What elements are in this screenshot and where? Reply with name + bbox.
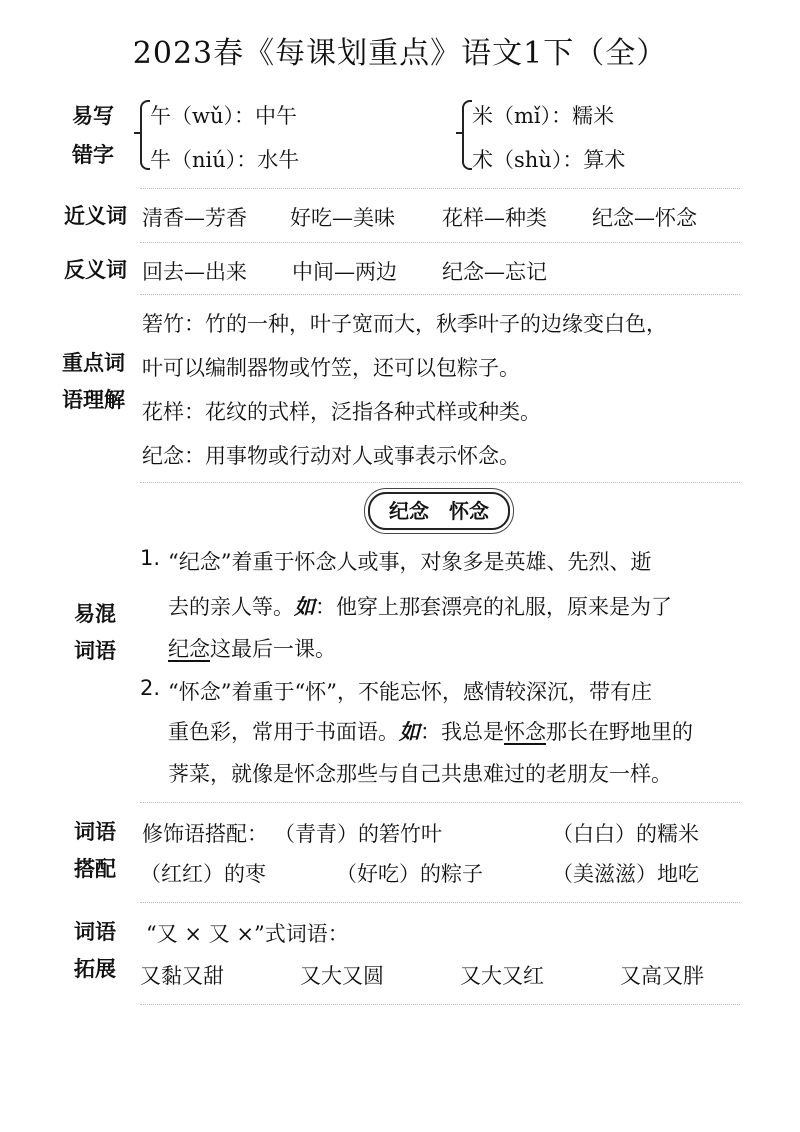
expansion-item: 又黏又甜 <box>140 964 224 988</box>
text: 重色彩，常用于书面语。 <box>168 720 399 744</box>
section-label-yixie-1: 易写 <box>72 104 114 128</box>
section-label-dapei-2: 搭配 <box>74 857 116 881</box>
yixie-pair1-bottom: 牛（niú）：水牛 <box>150 148 300 172</box>
definition-line: 箬竹：竹的一种，叶子宽而大，秋季叶子的边缘变白色， <box>142 312 667 336</box>
fanyi-item: 纪念—忘记 <box>442 260 547 284</box>
jinyi-item: 好吃—美味 <box>290 206 395 230</box>
expansion-intro: “又 × 又 ×”式词语： <box>146 922 349 946</box>
section-label-fanyi: 反义词 <box>64 258 127 282</box>
divider <box>140 294 740 295</box>
yixie-pair2-top: 米（mǐ）：糯米 <box>472 104 615 128</box>
section-label-zhongdian-1: 重点词 <box>62 351 125 375</box>
underlined-word: 怀念 <box>504 720 546 744</box>
expansion-item: 又高又胖 <box>620 964 704 988</box>
definition-line: 花样：花纹的式样，泛指各种式样或种类。 <box>142 400 541 424</box>
divider <box>140 1004 740 1005</box>
item-number: 1. <box>140 546 161 570</box>
section-label-tuozhan-1: 词语 <box>74 920 116 944</box>
brace-left <box>140 100 150 170</box>
collocation-item: （青青）的箬竹叶 <box>274 822 442 846</box>
section-label-tuozhan-2: 拓展 <box>74 957 116 981</box>
yixie-pair2-bottom: 术（shù）：算术 <box>472 148 626 172</box>
divider <box>140 482 740 483</box>
section-label-zhongdian-2: 语理解 <box>62 388 125 412</box>
example-marker: 如 <box>294 595 315 619</box>
definition-line: 叶可以编制器物或竹笠，还可以包粽子。 <box>142 356 520 380</box>
text: 那长在野地里的 <box>546 720 693 744</box>
confusable-item1-line3 <box>168 633 336 663</box>
divider <box>140 802 740 803</box>
divider <box>140 188 740 189</box>
text: ：我总是 <box>420 720 504 744</box>
item-number: 2. <box>140 676 161 700</box>
text: 去的亲人等。 <box>168 595 294 619</box>
divider <box>140 242 740 243</box>
section-label-yixie-2: 错字 <box>72 143 114 167</box>
section-label-dapei-1: 词语 <box>74 820 116 844</box>
confusable-item1-line1: “纪念”着重于怀念人或事，对象多是英雄、先烈、逝 <box>168 550 652 574</box>
example-marker: 如 <box>399 720 420 744</box>
collocation-item: （好吃）的粽子 <box>336 862 483 886</box>
fanyi-item: 中间—两边 <box>292 260 397 284</box>
jinyi-item: 清香—芳香 <box>142 206 247 230</box>
text: 这最后一课。 <box>210 637 336 661</box>
brace-right <box>462 100 472 170</box>
confusable-item2-line3: 荠菜，就像是怀念那些与自己共患难过的老朋友一样。 <box>168 762 672 786</box>
section-label-yihun-2: 词语 <box>74 639 116 663</box>
confusable-item2-line1: “怀念”着重于“怀”，不能忘怀，感情较深沉，带有庄 <box>168 680 652 704</box>
collocation-item: （白白）的糯米 <box>552 822 699 846</box>
divider <box>140 902 740 903</box>
confusable-item2-line2 <box>168 716 693 746</box>
yixie-pair1-top: 午（wǔ）：中午 <box>150 104 297 128</box>
collocation-intro: 修饰语搭配： <box>142 822 268 846</box>
section-label-jinyi: 近义词 <box>64 204 127 228</box>
expansion-item: 又大又红 <box>460 964 544 988</box>
confusable-words-badge: 纪念 怀念 <box>368 492 510 530</box>
section-label-yihun-1: 易混 <box>74 602 116 626</box>
collocation-item: （美滋滋）地吃 <box>552 862 699 886</box>
fanyi-item: 回去—出来 <box>142 260 247 284</box>
collocation-item: （红红）的枣 <box>140 862 266 886</box>
jinyi-item: 纪念—怀念 <box>592 206 697 230</box>
confusable-item1-line2 <box>168 591 672 621</box>
page-title: 2023春《每课划重点》语文1下（全） <box>132 36 668 71</box>
jinyi-item: 花样—种类 <box>442 206 547 230</box>
brace-left-tip <box>134 132 140 134</box>
definition-line: 纪念：用事物或行动对人或事表示怀念。 <box>142 444 520 468</box>
text: ：他穿上那套漂亮的礼服，原来是为了 <box>315 595 672 619</box>
brace-right-tip <box>456 132 462 134</box>
expansion-item: 又大又圆 <box>300 964 384 988</box>
underlined-word: 纪念 <box>168 637 210 661</box>
